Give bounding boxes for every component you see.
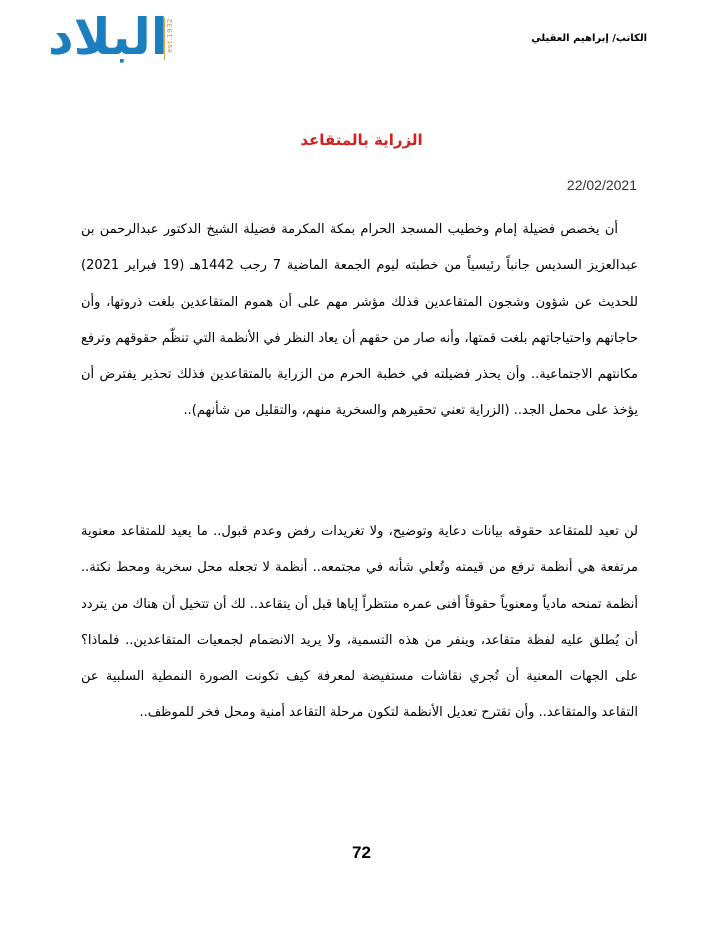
logo-est-text: est.1932 xyxy=(166,18,174,53)
article-paragraph-2: لن تعيد للمتقاعد حقوقه بيانات دعاية وتوضيح، ولا تغريدات رفض وعدم قبول.. ما يعيد للمتقاعد معنوية مرتفعة هي أنظمة ترفع من قيمته وتُعلي شأنه في مجتمعه.. أنظمة لا تجعله محل سخرية ومحط نكتة.. أنظمة تمنحه مادياً ومعنوياً حقوقاً أفنى عمره منتظراً إياها قبل أن يتقاعد.. لك أن تتخيل أن هناك من يتردد أن يُطلق عليه لفظة متقاعد، وينفر من هذه التسمية، ولا يريد الانضمام لجمعيات المتقاعدين.. فلماذا؟ على الجهات المعنية أن تُجري نقاشات مستفيضة لمعرفة كيف تكونت الصورة النمطية السلبية عن التقاعد والمتقاعد.. وأن تقترح تعديل الأنظمة لتكون مرحلة التقاعد أمنية ومحل فخر للموظف.. xyxy=(81,524,638,721)
logo-wordmark: البلاد xyxy=(48,8,168,66)
newspaper-logo xyxy=(48,8,176,66)
page-number: 72 xyxy=(352,843,371,862)
author-line: الكاتب/ إبراهيم العقيلي xyxy=(531,33,647,44)
article-title: الزراية بالمتقاعد xyxy=(300,131,423,149)
article-date: 22/02/2021 xyxy=(566,177,637,193)
article-paragraph-1: أن يخصص فضيلة إمام وخطيب المسجد الحرام بمكة المكرمة فضيلة الشيخ الدكتور عبدالرحمن بن عبدالعزيز السديس جانباً رئيسياً من خطبته ليوم الجمعة الماضية 7 رجب 1442هـ (19 فبراير 2021) للحديث عن شؤون وشجون المتقاعدين فذلك مؤشر مهم على أن هموم المتقاعدين بلغت ذروتها، وأن حاجاتهم واحتياجاتهم بلغت قمتها، وأنه صار من حقهم أن يعاد النظر في الأنظمة التي تنظّم حقوقهم وترفع مكانتهم الاجتماعية.. وأن يحذر فضيلته في خطبة الحرم من الزراية بالمتقاعدين فذلك تحذير يفترض أن يؤخذ على محمل الجد.. (الزراية تعني تحقيرهم والسخرية منهم، والتقليل من شأنهم).. xyxy=(81,222,638,419)
logo-est-tag xyxy=(164,18,175,60)
